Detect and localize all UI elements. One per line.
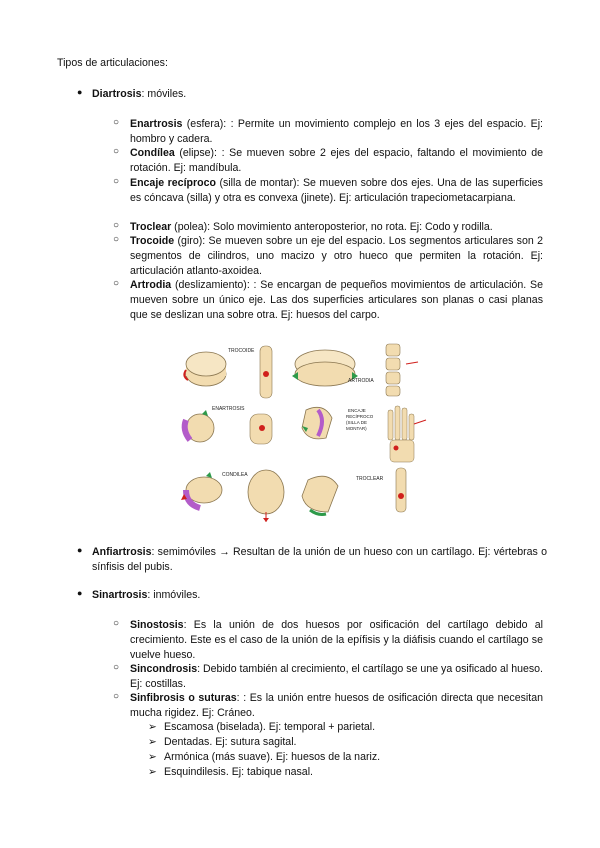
list-item: ○ Sincondrosis: Debido también al crecimiento, el cartílago se une ya osificado al hueso. Ej: costillas. bbox=[113, 662, 543, 690]
joint-types-figure bbox=[178, 340, 433, 525]
list-item: ○ Sinostosis: Es la unión de dos huesos por osificación del cartílago debido al crecimiento. Este es el caso de la unión de la epífisis y la diáfisis cuando el cartílago se vuelve hueso. bbox=[113, 618, 543, 661]
list-item: ○ Sinfibrosis o suturas: : Es la unión entre huesos de osificación directa que necesitan mucha rigidez. Ej: Cráneo. bbox=[113, 691, 543, 719]
condilea-illustration bbox=[181, 472, 248, 508]
list-item: ○ Condílea (elipse): : Se mueven sobre 2 ejes del espacio, faltando el movimiento de rotación. Ej: mandíbula. bbox=[113, 146, 543, 174]
label-enartrosis: ENARTROSIS bbox=[212, 406, 245, 412]
suture-item: ➢ Esquindilesis. Ej: tabique nasal. bbox=[148, 766, 313, 778]
spine-illustration bbox=[386, 344, 418, 396]
suture-item: ➢ Armónica (más suave). Ej: huesos de la nariz. bbox=[148, 751, 381, 763]
term: Anfiartrosis bbox=[92, 546, 152, 558]
label-artrodia: ARTRODIA bbox=[348, 378, 374, 384]
trocoide-illustration bbox=[184, 348, 255, 386]
list-item: ○ Trocoide (giro): Se mueven sobre un eje del espacio. Los segmentos articulares son 2 segmentos de cilindros, uno macizo y otro hueco que permiten la rotación. Ej: articulación atlanto-axoidea. bbox=[113, 234, 543, 277]
label-montar: MONTAR) bbox=[346, 426, 367, 431]
suture-item: ➢ Escamosa (biselada). Ej: temporal + parietal. bbox=[148, 721, 376, 733]
label-trocoide: TROCOIDE bbox=[228, 348, 255, 354]
skull-illustration bbox=[248, 470, 284, 522]
term: Sinartrosis bbox=[92, 589, 148, 601]
artrodia-illustration bbox=[292, 350, 374, 386]
bullet: ● bbox=[77, 87, 83, 97]
encaje-reciproco-illustration bbox=[302, 407, 374, 439]
label-condilea: CONDILEA bbox=[222, 472, 248, 478]
cervical-bones bbox=[260, 346, 272, 398]
label-troclear: TROCLEAR bbox=[356, 476, 384, 482]
enartrosis-illustration bbox=[185, 406, 272, 444]
document-page: Tipos de articulaciones: ● Diartrosis: móviles. ○ Enartrosis (esfera): : Permite un movimiento complejo en los 3 ejes del espacio. Ej: hombro y cadera. ○ Condílea (elipse): : Se mueven sobre 2 ejes del espacio, faltando el movimiento de rotación. Ej: mandíbula. ○ Encaje recíproco (silla de montar): Se mueven sobre dos ejes. Una de las superficies es cóncava (silla) y otra es convexa (jinete). Ej: articulación trapeciometacarpiana. ○ Troclear (polea): Solo movimiento anteroposterior, no rota. Ej: Codo y rodilla. ○ Trocoide (giro): Se mueven sobre un eje del espacio. Los segmentos articulares son 2 segmentos de cilindros, uno macizo y otro hueco que permiten la rotación. Ej: articulación atlanto-axoidea. ○ Artrodia (deslizamiento): : Se encargan de pequeños movimientos de articulación. Se mueven sobre un único eje. Las dos superficies articulares son planas o casi planas que se deslizan una sobre otra. Ej: huesos del carpo. TROCOIDE ARTRODIA ENARTROSIS ENCAJE RECÍPROCO (SILLA DE MONTAR) CONDILEA TROCLEAR ● Anfiartrosis: semimóviles → Resultan de la unión de un hueso con un cartílago. Ej: vértebras o sínfisis del pubis. ● Sinartrosis: inmóviles. ○ Sinostosis: Es la unión de dos huesos por osificación del cartílago debido al crecimiento. Este es el caso de la unión de la epífisis y la diáfisis cuando el cartílago se vuelve hueso. ○ Sincondrosis: Debido también al crecimiento, el cartílago se une ya osificado al hueso. Ej: costillas. ○ Sinfibrosis o suturas: : Es la unión entre huesos de osificación directa que necesitan mucha rigidez. Ej: Cráneo. ➢ Escamosa (biselada). Ej: temporal + parietal. ➢ Dentadas. Ej: sutura sagital. ➢ Armónica (más suave). Ej: huesos de la nariz. ➢ Esquindilesis. Ej: tabique nasal. bbox=[57, 57, 547, 778]
intro-text: Tipos de articulaciones: bbox=[57, 57, 168, 69]
list-item: ○ Troclear (polea): Solo movimiento anteroposterior, no rota. Ej: Codo y rodilla. bbox=[113, 220, 493, 233]
list-item: ○ Enartrosis (esfera): : Permite un movimiento complejo en los 3 ejes del espacio. Ej: hombro y cadera. bbox=[113, 117, 543, 145]
list-item: ○ Encaje recíproco (silla de montar): Se mueven sobre dos ejes. Una de las superficies es cóncava (silla) y otra es convexa (jinete). Ej: articulación trapeciometacarpiana. bbox=[113, 176, 543, 204]
troclear-illustration bbox=[302, 468, 406, 515]
suture-item: ➢ Dentadas. Ej: sutura sagital. bbox=[148, 736, 297, 748]
label-silla: (SILLA DE bbox=[346, 420, 368, 425]
list-item: ○ Artrodia (deslizamiento): : Se encargan de pequeños movimientos de articulación. Se mueven sobre un único eje. Las dos superficies articulares son planas o casi planas que se deslizan una sobre otra. Ej: huesos del carpo. bbox=[113, 278, 543, 321]
label-encaje: ENCAJE bbox=[348, 408, 366, 413]
label-reciproco: RECÍPROCO bbox=[346, 414, 374, 419]
term: Diartrosis bbox=[92, 88, 142, 100]
hand-illustration bbox=[388, 406, 426, 462]
